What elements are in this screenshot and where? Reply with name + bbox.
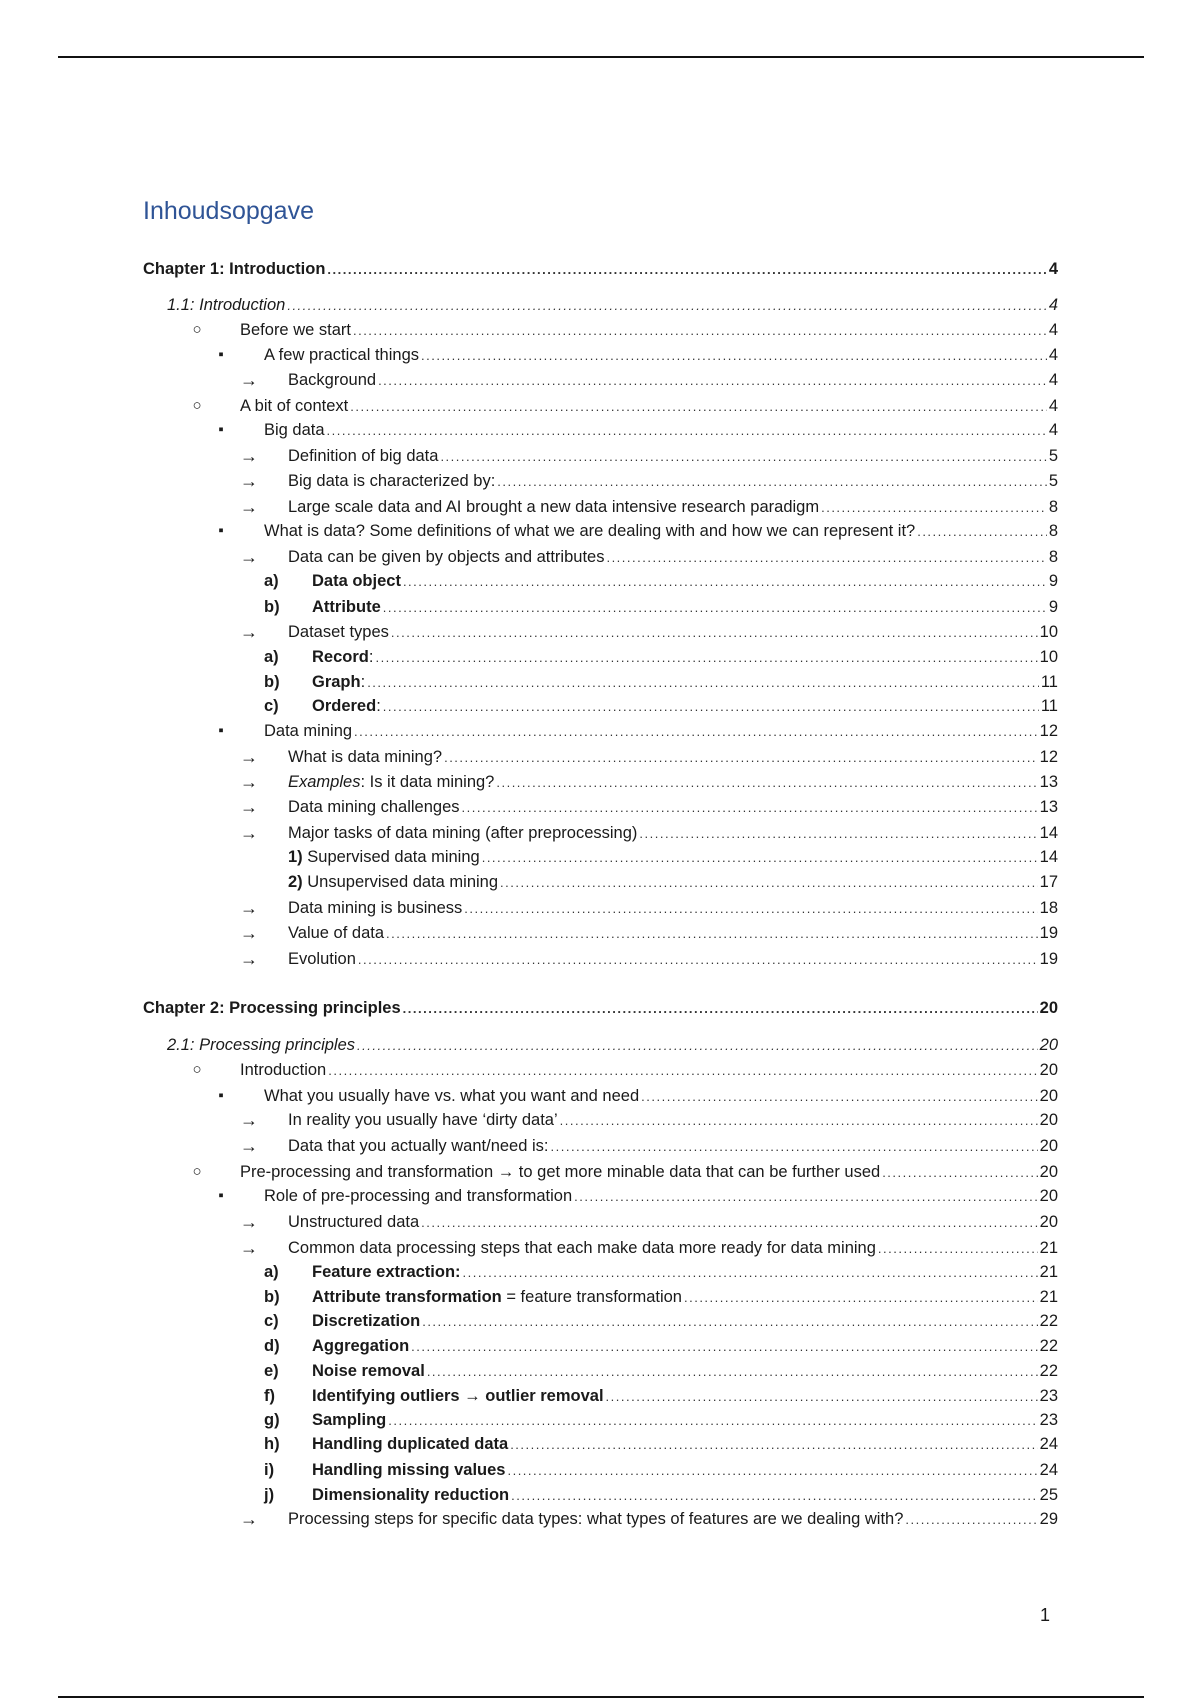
toc-chapter-entry[interactable] (143, 258, 1058, 280)
toc-entry-page: 13 (1039, 798, 1058, 816)
dot-leader (367, 672, 1039, 694)
dot-leader (421, 345, 1047, 367)
dot-leader (482, 847, 1038, 869)
toc-entry-label: Value of data (288, 924, 385, 942)
dot-leader (641, 1086, 1037, 1108)
hollow-circle-bullet-icon: ○ (192, 1061, 202, 1078)
dot-leader (354, 721, 1038, 743)
toc-entry-page: 12 (1039, 722, 1058, 740)
toc-entry-label: Feature extraction: (312, 1263, 461, 1281)
toc-entry[interactable] (288, 922, 1058, 944)
toc-entry[interactable] (288, 846, 1058, 868)
toc-entry[interactable] (288, 1135, 1058, 1157)
dot-leader (411, 1336, 1037, 1358)
toc-entry-label-suffix: = feature transformation (501, 1288, 682, 1306)
toc-entry-page: 22 (1039, 1312, 1058, 1330)
toc-entry-label-suffix: : Is it data mining? (360, 773, 495, 791)
toc-entry[interactable] (312, 1286, 1058, 1308)
dot-leader (882, 1162, 1037, 1184)
toc-entry-label: Aggregation (312, 1337, 410, 1355)
toc-entry-label: Data can be given by objects and attributes (288, 548, 605, 566)
toc-entry-label: Evolution (288, 950, 356, 968)
toc-entry-label: Before we start (240, 321, 351, 339)
dot-leader (386, 923, 1038, 945)
toc-entry-page: 9 (1048, 572, 1058, 590)
toc-entry-page: 25 (1039, 1486, 1058, 1504)
toc-entry[interactable] (312, 1335, 1058, 1357)
dot-leader (350, 396, 1047, 418)
toc-entry[interactable] (288, 1109, 1058, 1131)
toc-entry-label: Data object (312, 572, 401, 590)
toc-entry-page: 18 (1039, 899, 1058, 917)
toc-entry-label: Definition of big data (288, 447, 439, 465)
toc-entry-page: 20 (1039, 1036, 1058, 1054)
toc-entry[interactable] (288, 1237, 1058, 1259)
toc-entry[interactable] (312, 671, 1058, 693)
toc-entry-label: Processing steps for specific data types: what types of features are we dealing with? (288, 1510, 904, 1528)
toc-entry[interactable] (240, 319, 1058, 341)
square-bullet-icon: ▪ (218, 346, 224, 363)
dot-leader (357, 1035, 1038, 1057)
toc-entry-label: Examples (288, 773, 361, 791)
toc-entry[interactable] (240, 395, 1058, 417)
dot-leader (917, 521, 1047, 543)
enum-marker: 1) (288, 848, 303, 866)
toc-entry-page: 5 (1048, 447, 1058, 465)
toc-entry-page: 19 (1039, 950, 1058, 968)
arrow-bullet-icon: → (240, 772, 258, 792)
dot-leader (560, 1110, 1038, 1132)
toc-entry-page: 24 (1039, 1461, 1058, 1479)
dot-leader (403, 571, 1047, 593)
toc-entry-label: Unsupervised data mining (307, 873, 499, 891)
toc-entry-label: Handling duplicated data (312, 1435, 509, 1453)
dot-leader (287, 295, 1046, 317)
toc-entry[interactable] (288, 470, 1058, 492)
toc-entry-label: Common data processing steps that each make data more ready for data mining (288, 1239, 876, 1257)
toc-entry-label: Introduction (240, 1061, 327, 1079)
arrow-bullet-icon: → (240, 446, 258, 466)
toc-entry-label: Record (312, 648, 369, 666)
toc-entry-page: 21 (1039, 1288, 1058, 1306)
toc-entry-page: 8 (1048, 548, 1058, 566)
toc-entry[interactable] (312, 695, 1058, 717)
toc-entry-page: 8 (1048, 522, 1058, 540)
enum-marker: a) (264, 1263, 279, 1281)
toc-entry-label: Data mining (264, 722, 353, 740)
enum-marker: b) (264, 673, 280, 691)
dot-leader (500, 872, 1038, 894)
toc-entry-label: A bit of context (240, 397, 349, 415)
arrow-bullet-icon: → (240, 747, 258, 767)
toc-entry-page: 20 (1039, 1087, 1058, 1105)
toc-entry-page: 20 (1039, 1061, 1058, 1079)
toc-entry-page: 20 (1039, 999, 1058, 1017)
toc-entry[interactable] (312, 1484, 1058, 1506)
toc-entry[interactable] (312, 1261, 1058, 1283)
toc-entry-page: 17 (1039, 873, 1058, 891)
toc-entry-label: Identifying outliers → outlier removal (312, 1387, 604, 1405)
dot-leader (353, 320, 1047, 342)
arrow-bullet-icon: → (240, 823, 258, 843)
toc-entry[interactable] (288, 445, 1058, 467)
dot-leader (606, 1386, 1038, 1408)
toc-entry-page: 22 (1039, 1362, 1058, 1380)
toc-entry-page: 5 (1048, 472, 1058, 490)
toc-entry-page: 11 (1040, 697, 1058, 715)
toc-entry[interactable] (288, 1508, 1058, 1530)
dot-leader (905, 1509, 1037, 1531)
toc-entry-page: 12 (1039, 748, 1058, 766)
enum-marker: 2) (288, 873, 303, 891)
arrow-bullet-icon: → (240, 949, 258, 969)
toc-entry-page: 20 (1039, 1111, 1058, 1129)
square-bullet-icon: ▪ (218, 421, 224, 438)
enum-marker: f) (264, 1387, 275, 1405)
dot-leader (327, 420, 1047, 442)
dot-leader (421, 1212, 1037, 1234)
toc-entry-label: Data mining is business (288, 899, 463, 917)
toc-entry[interactable] (312, 646, 1058, 668)
enum-marker: c) (264, 1312, 279, 1330)
toc-entry-label: Unstructured data (288, 1213, 420, 1231)
toc-entry-label-suffix: : (360, 673, 366, 691)
toc-entry[interactable] (288, 796, 1058, 818)
arrow-bullet-icon: → (240, 471, 258, 491)
dot-leader (511, 1485, 1038, 1507)
dot-leader (639, 823, 1037, 845)
toc-entry[interactable] (312, 1385, 1058, 1407)
dot-leader (507, 1460, 1037, 1482)
toc-entry-page: 4 (1048, 421, 1058, 439)
toc-entry[interactable] (288, 771, 1058, 793)
toc-entry-label: Data that you actually want/need is: (288, 1137, 549, 1155)
arrow-bullet-icon: → (240, 547, 258, 567)
toc-section-entry[interactable] (167, 1034, 1058, 1056)
arrow-bullet-icon: → (240, 1509, 258, 1529)
toc-entry-page: 4 (1048, 397, 1058, 415)
dot-leader (383, 597, 1047, 619)
toc-entry[interactable] (264, 1185, 1058, 1207)
arrow-bullet-icon: → (240, 1136, 258, 1156)
toc-entry-label: What is data mining? (288, 748, 443, 766)
toc-entry-label: 2.1: Processing principles (167, 1036, 356, 1054)
enum-marker: i) (264, 1461, 275, 1479)
toc-entry-label-suffix: : (368, 648, 374, 666)
toc-entry-label-suffix: : (376, 697, 381, 715)
arrow-bullet-icon: → (240, 497, 258, 517)
toc-entry[interactable] (288, 369, 1058, 391)
toc-entry[interactable] (312, 596, 1058, 618)
dot-leader (358, 949, 1038, 971)
dot-leader (464, 898, 1037, 920)
dot-leader (510, 1434, 1037, 1456)
toc-entry[interactable] (288, 948, 1058, 970)
square-bullet-icon: ▪ (218, 1087, 224, 1104)
toc-entry-label: Data mining challenges (288, 798, 460, 816)
dot-leader (391, 622, 1038, 644)
toc-entry-page: 14 (1039, 848, 1058, 866)
toc-entry-page: 9 (1048, 598, 1058, 616)
toc-entry-label: Role of pre-processing and transformation (264, 1187, 573, 1205)
enum-marker: a) (264, 572, 279, 590)
enum-marker: a) (264, 648, 279, 666)
dot-leader (463, 1262, 1038, 1284)
toc-entry-label: Major tasks of data mining (after preprocessing) (288, 824, 638, 842)
toc-entry[interactable] (264, 419, 1058, 441)
toc-entry[interactable] (288, 746, 1058, 768)
dot-leader (574, 1186, 1037, 1208)
toc-entry[interactable] (264, 1085, 1058, 1107)
enum-marker: b) (264, 1288, 280, 1306)
dot-leader (821, 497, 1047, 519)
toc-section-entry[interactable] (167, 294, 1058, 316)
enum-marker: j) (264, 1486, 275, 1504)
toc-entry-page: 10 (1039, 648, 1058, 666)
square-bullet-icon: ▪ (218, 1187, 224, 1204)
dot-leader (383, 696, 1039, 718)
toc-entry[interactable] (312, 1409, 1058, 1431)
toc-entry[interactable] (312, 1433, 1058, 1455)
dot-leader (327, 259, 1046, 281)
toc-entry-label: Large scale data and AI brought a new data intensive research paradigm (288, 498, 820, 516)
toc-entry[interactable] (288, 546, 1058, 568)
dot-leader (606, 547, 1046, 569)
toc-entry[interactable] (264, 344, 1058, 366)
toc-entry[interactable] (288, 822, 1058, 844)
dot-leader (388, 1410, 1037, 1432)
arrow-bullet-icon: → (240, 370, 258, 390)
toc-entry-page: 4 (1048, 260, 1058, 278)
toc-entry-label: Sampling (312, 1411, 387, 1429)
page-title: Inhoudsopgave (143, 197, 314, 225)
dot-leader (427, 1361, 1038, 1383)
toc-entry-page: 20 (1039, 1163, 1058, 1181)
toc-entry-label: Chapter 1: Introduction (143, 260, 326, 278)
toc-entry[interactable] (288, 621, 1058, 643)
enum-marker: h) (264, 1435, 280, 1453)
toc-entry-label: Noise removal (312, 1362, 425, 1380)
toc-entry-page: 20 (1039, 1137, 1058, 1155)
enum-marker: e) (264, 1362, 279, 1380)
toc-entry-label: Chapter 2: Processing principles (143, 999, 401, 1017)
arrow-bullet-icon: → (240, 1110, 258, 1130)
dot-leader (328, 1060, 1037, 1082)
toc-entry-page: 21 (1039, 1239, 1058, 1257)
toc-entry[interactable] (240, 1161, 1058, 1183)
toc-entry-label: What is data? Some definitions of what we are dealing with and how we can represent it? (264, 522, 916, 540)
toc-entry-page: 21 (1039, 1263, 1058, 1281)
arrow-bullet-icon: → (240, 898, 258, 918)
toc-entry-label: Big data (264, 421, 325, 439)
toc-entry-page: 4 (1048, 321, 1058, 339)
square-bullet-icon: ▪ (218, 522, 224, 539)
dot-leader (403, 998, 1038, 1020)
toc-entry[interactable] (312, 1459, 1058, 1481)
toc-entry-label: Supervised data mining (307, 848, 480, 866)
toc-entry-label: Dataset types (288, 623, 389, 641)
arrow-bullet-icon: → (240, 1238, 258, 1258)
dot-leader (375, 647, 1037, 669)
toc-entry[interactable] (312, 570, 1058, 592)
toc-entry-label: Attribute (312, 598, 381, 616)
toc-entry-label: Graph (312, 673, 361, 691)
toc-entry-page: 4 (1048, 371, 1058, 389)
dot-leader (551, 1136, 1038, 1158)
toc-entry-label: Discretization (312, 1312, 421, 1330)
toc-entry-label: Dimensionality reduction (312, 1486, 510, 1504)
dot-leader (497, 471, 1047, 493)
toc-entry-label: Attribute transformation (312, 1288, 502, 1306)
toc-entry[interactable] (288, 871, 1058, 893)
dot-leader (440, 446, 1046, 468)
toc-entry-label: 1.1: Introduction (167, 296, 286, 314)
bottom-rule (58, 1696, 1144, 1698)
arrow-bullet-icon: → (240, 1212, 258, 1232)
enum-marker: g) (264, 1411, 280, 1429)
hollow-circle-bullet-icon: ○ (192, 1163, 202, 1180)
hollow-circle-bullet-icon: ○ (192, 321, 202, 338)
toc-entry-page: 13 (1039, 773, 1058, 791)
dot-leader (378, 370, 1047, 392)
arrow-bullet-icon: → (240, 797, 258, 817)
arrow-bullet-icon: → (240, 923, 258, 943)
toc-entry-page: 4 (1048, 346, 1058, 364)
toc-entry-label: Pre-processing and transformation → to get more minable data that can be further used (240, 1163, 881, 1181)
dot-leader (462, 797, 1038, 819)
toc-entry[interactable] (312, 1310, 1058, 1332)
toc-entry-page: 22 (1039, 1337, 1058, 1355)
toc-entry-label: Background (288, 371, 377, 389)
toc-entry-page: 14 (1039, 824, 1058, 842)
toc-entry-label: In reality you usually have ‘dirty data’ (288, 1111, 558, 1129)
page-number: 1 (1040, 1605, 1051, 1625)
dot-leader (684, 1287, 1038, 1309)
square-bullet-icon: ▪ (218, 722, 224, 739)
arrow-bullet-icon: → (240, 622, 258, 642)
toc-entry-page: 19 (1039, 924, 1058, 942)
toc-entry-page: 23 (1039, 1411, 1058, 1429)
toc-entry[interactable] (288, 496, 1058, 518)
toc-chapter-entry[interactable] (143, 997, 1058, 1019)
toc-entry[interactable] (288, 897, 1058, 919)
toc-entry-label: Handling missing values (312, 1461, 506, 1479)
toc-entry-label: Big data is characterized by: (288, 472, 496, 490)
toc-entry[interactable] (240, 1059, 1058, 1081)
toc-entry[interactable] (288, 1211, 1058, 1233)
hollow-circle-bullet-icon: ○ (192, 397, 202, 414)
toc-entry-page: 24 (1039, 1435, 1058, 1453)
dot-leader (496, 772, 1037, 794)
toc-entry-label: Ordered (312, 697, 377, 715)
toc-entry-page: 11 (1040, 673, 1058, 691)
enum-marker: b) (264, 598, 280, 616)
toc-entry-label: A few practical things (264, 346, 419, 364)
toc-entry-page: 8 (1048, 498, 1058, 516)
toc-entry-label: What you usually have vs. what you want and need (264, 1087, 640, 1105)
toc-entry-page: 4 (1048, 296, 1058, 314)
toc-entry[interactable] (312, 1360, 1058, 1382)
toc-entry-page: 29 (1039, 1510, 1058, 1528)
dot-leader (422, 1311, 1037, 1333)
toc-entry-page: 23 (1039, 1387, 1058, 1405)
toc-entry-page: 10 (1039, 623, 1058, 641)
enum-marker: c) (264, 697, 279, 715)
toc-entry-page: 20 (1039, 1213, 1058, 1231)
dot-leader (878, 1238, 1038, 1260)
toc-entry[interactable] (264, 720, 1058, 742)
toc-entry-page: 20 (1039, 1187, 1058, 1205)
enum-marker: d) (264, 1337, 280, 1355)
dot-leader (444, 747, 1038, 769)
toc-entry[interactable] (264, 520, 1058, 542)
